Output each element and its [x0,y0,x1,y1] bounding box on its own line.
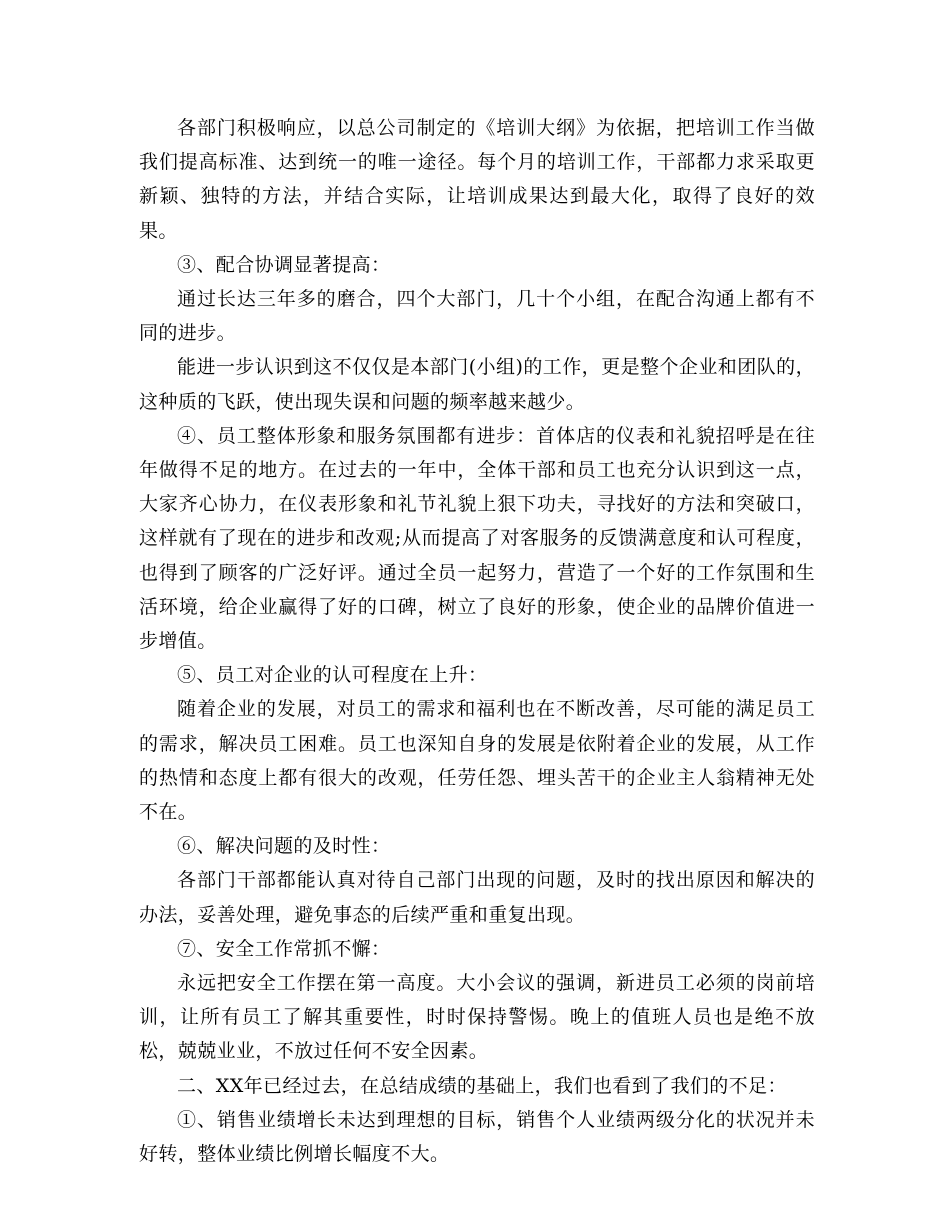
heading-staff-recognition: ⑤、员工对企业的认可程度在上升： [177,664,488,687]
heading-safety: ⑦、安全工作常抓不懈： [177,937,391,960]
paragraph-coordination-progress: 通过长达三年多的磨合，四个大部门，几十个小组，在配合沟通上都有不同的进步。 [139,288,815,345]
paragraph-training-outline: 各部门积极响应，以总公司制定的《培训大纲》为依据，把培训工作当做我们提高标准、达到统一的唯一途径。每个月的培训工作，干部都力求采取更新颖、独特的方法，并结合实际，让培训成果达到最大化，取得了良好的效果。 [139,117,815,242]
paragraph-coordination-awareness: 能进一步认识到这不仅仅是本部门(小组)的工作，更是整个企业和团队的，这种质的飞跃，使出现失误和问题的频率越来越少。 [139,356,815,413]
paragraph-staff-image: ④、员工整体形象和服务氛围都有进步：首体店的仪表和礼貌招呼是在往年做得不足的地方。在过去的一年中，全体干部和员工也充分认识到这一点，大家齐心协力，在仪表形象和礼节礼貌上狠下功夫，寻找好的方法和突破口，这样就有了现在的进步和改观;从而提高了对客服务的反馈满意度和认可程度，也得到了顾客的广泛好评。通过全员一起努力，营造了一个好的工作氛围和生活环境，给企业赢得了好的口碑，树立了良好的形象，使企业的品牌价值进一步增值。 [139,424,815,653]
heading-shortcomings: 二、XX年已经过去，在总结成绩的基础上，我们也看到了我们的不足： [177,1074,787,1097]
paragraph-staff-recognition: 随着企业的发展，对员工的需求和福利也在不断改善，尽可能的满足员工的需求，解决员工困难。员工也深知自身的发展是依附着企业的发展，从工作的热情和态度上都有很大的改观，任劳任怨、埋头苦干的企业主人翁精神无处不在。 [139,698,815,824]
paragraph-safety: 永远把安全工作摆在第一高度。大小会议的强调，新进员工必须的岗前培训，让所有员工了解其重要性，时时保持警惕。晚上的值班人员也是绝不放松，兢兢业业，不放过任何不安全因素。 [139,972,815,1063]
heading-coordination: ③、配合协调显著提高： [177,253,391,276]
paragraph-sales-shortcoming: ①、销售业绩增长未达到理想的目标，销售个人业绩两级分化的状况并未好转，整体业绩比例增长幅度不大。 [139,1108,815,1166]
heading-timely-solutions: ⑥、解决问题的及时性： [177,835,391,858]
paragraph-timely-solutions: 各部门干部都能认真对待自己部门出现的问题，及时的找出原因和解决的办法，妥善处理，避免事态的后续严重和重复出现。 [139,869,815,926]
